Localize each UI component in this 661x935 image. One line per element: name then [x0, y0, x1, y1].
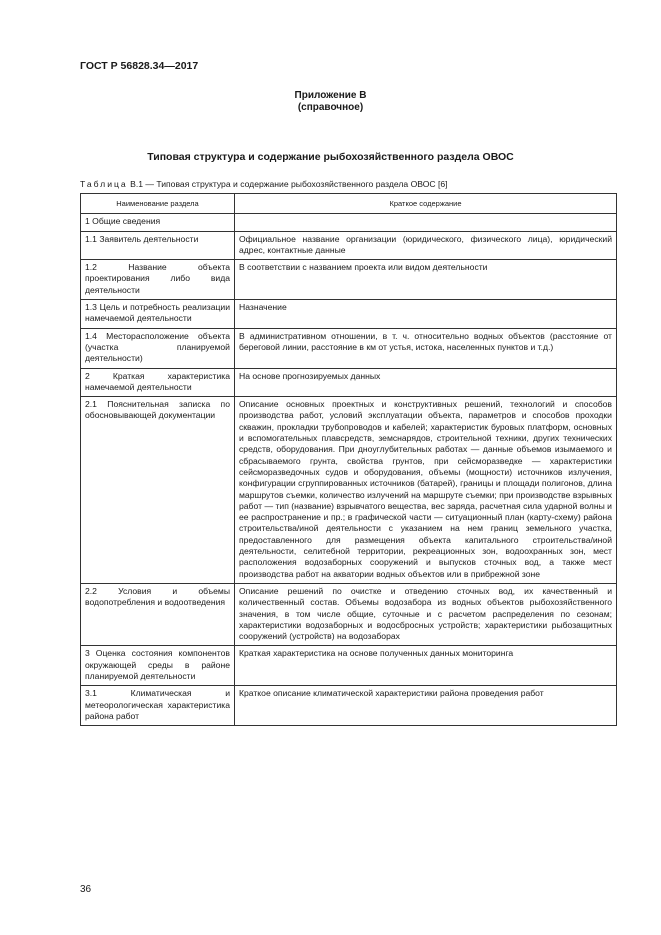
row-description: Описание основных проектных и конструктивных решений, технологий и способов производства работ, условий эксплуатации объекта, параметров и способов проходки скважин, прокладки трубопроводов и кабелей; характеристик буровых платформ, основных и вспомогательных плавсредств, земснарядов, строительной техники, других технических средств, оборудования. При дноуглубительных работах — данные объемов изымаемого и сбрасываемого грунта, свойства грунтов, при сейсморазведке — характеристики сейсморазведочных судов и оборудования, объемы (мощности) источников излучения, конфигурации сгруппированных источников (батарей), границы и площади полигонов, длина маршрутов съемки, количество излучений на маршруте съемки; при производстве взрывных работ — тип (название) взрывчатого вещества, вес заряда, расчетная сила ударной волны и ее распространение и пр.; в графической части — ситуационный план (карту-схему) района строительства/иной деятельности с указанием на нем границ земельного участка, предоставленного для размещения объекта капитального строительства/иной деятельности, селитебной территории, рекреационных зон, водоохранных зон, мест расположения водозаборных сооружений и выпусков сточных вод, а также мест производства работ на акватории водных объектов или в прибрежной зоне: [235, 397, 617, 584]
row-description: На основе прогнозируемых данных: [235, 368, 617, 397]
row-description: Краткая характеристика на основе полученных данных мониторинга: [235, 646, 617, 686]
table-row: [81, 260, 617, 300]
row-name: 2.2 Условия и объемы водопотребления и водоотведения: [81, 583, 235, 645]
table-row: [81, 646, 617, 686]
appendix-title: Приложение В: [294, 90, 367, 101]
page-number: 36: [80, 884, 92, 895]
table-row: [81, 583, 617, 645]
table-row: [81, 214, 617, 231]
row-name: 3 Оценка состояния компонентов окружающей среды в районе планируемой деятельности: [81, 646, 235, 686]
row-description: Описание решений по очистке и отведению сточных вод, их качественный и количественный состав. Объемы водозабора из водных объектов рыбохозяйственного значения, в том числе общие, суточные и с расчетом распределения по сезонам; характеристики водозаборных и водосбросных устройств; характеристики рыбозащитных сооружений (устройств) на водозаборах: [235, 583, 617, 645]
table-caption-text: В.1 — Типовая структура и содержание рыбохозяйственного раздела ОВОС [6]: [127, 179, 448, 189]
table-header-row: [81, 194, 617, 214]
row-name: 1.1 Заявитель деятельности: [81, 231, 235, 260]
content-table: [80, 193, 617, 726]
row-name: 1 Общие сведения: [81, 214, 235, 231]
row-name: 2.1 Пояснительная записка по обосновывающей документации: [81, 397, 235, 584]
standard-header: ГОСТ Р 56828.34—2017: [80, 60, 199, 72]
table-row: [81, 397, 617, 584]
row-name: 1.2 Название объекта проектирования либо вида деятельности: [81, 260, 235, 300]
table-caption-label: Таблица: [80, 179, 128, 189]
row-description: Краткое описание климатической характеристики района проведения работ: [235, 686, 617, 726]
table-caption: [80, 179, 448, 189]
table-row: [81, 231, 617, 260]
row-name: 1.3 Цель и потребность реализации намечаемой деятельности: [81, 300, 235, 329]
row-description: [235, 214, 617, 231]
table-row: [81, 300, 617, 329]
table-row: [81, 686, 617, 726]
appendix-subtitle: (справочное): [297, 102, 364, 113]
section-title: Типовая структура и содержание рыбохозяйственного раздела ОВОС: [147, 151, 514, 163]
row-description: В административном отношении, в т. ч. относительно водных объектов (расстояние от береговой линии, расстояние в км от устья, истока, населенных пунктов и т.д.): [235, 328, 617, 368]
column-header-content: Краткое содержание: [235, 194, 617, 214]
table-row: [81, 328, 617, 368]
table-row: [81, 368, 617, 397]
row-description: Назначение: [235, 300, 617, 329]
row-description: Официальное название организации (юридического, физического лица), юридический адрес, контактные данные: [235, 231, 617, 260]
row-name: 2 Краткая характеристика намечаемой деятельности: [81, 368, 235, 397]
appendix-heading: [0, 90, 661, 114]
row-name: 3.1 Климатическая и метеорологическая характеристика района работ: [81, 686, 235, 726]
row-name: 1.4 Месторасположение объекта (участка планируемой деятельности): [81, 328, 235, 368]
row-description: В соответствии с названием проекта или видом деятельности: [235, 260, 617, 300]
column-header-name: Наименование раздела: [81, 194, 235, 214]
